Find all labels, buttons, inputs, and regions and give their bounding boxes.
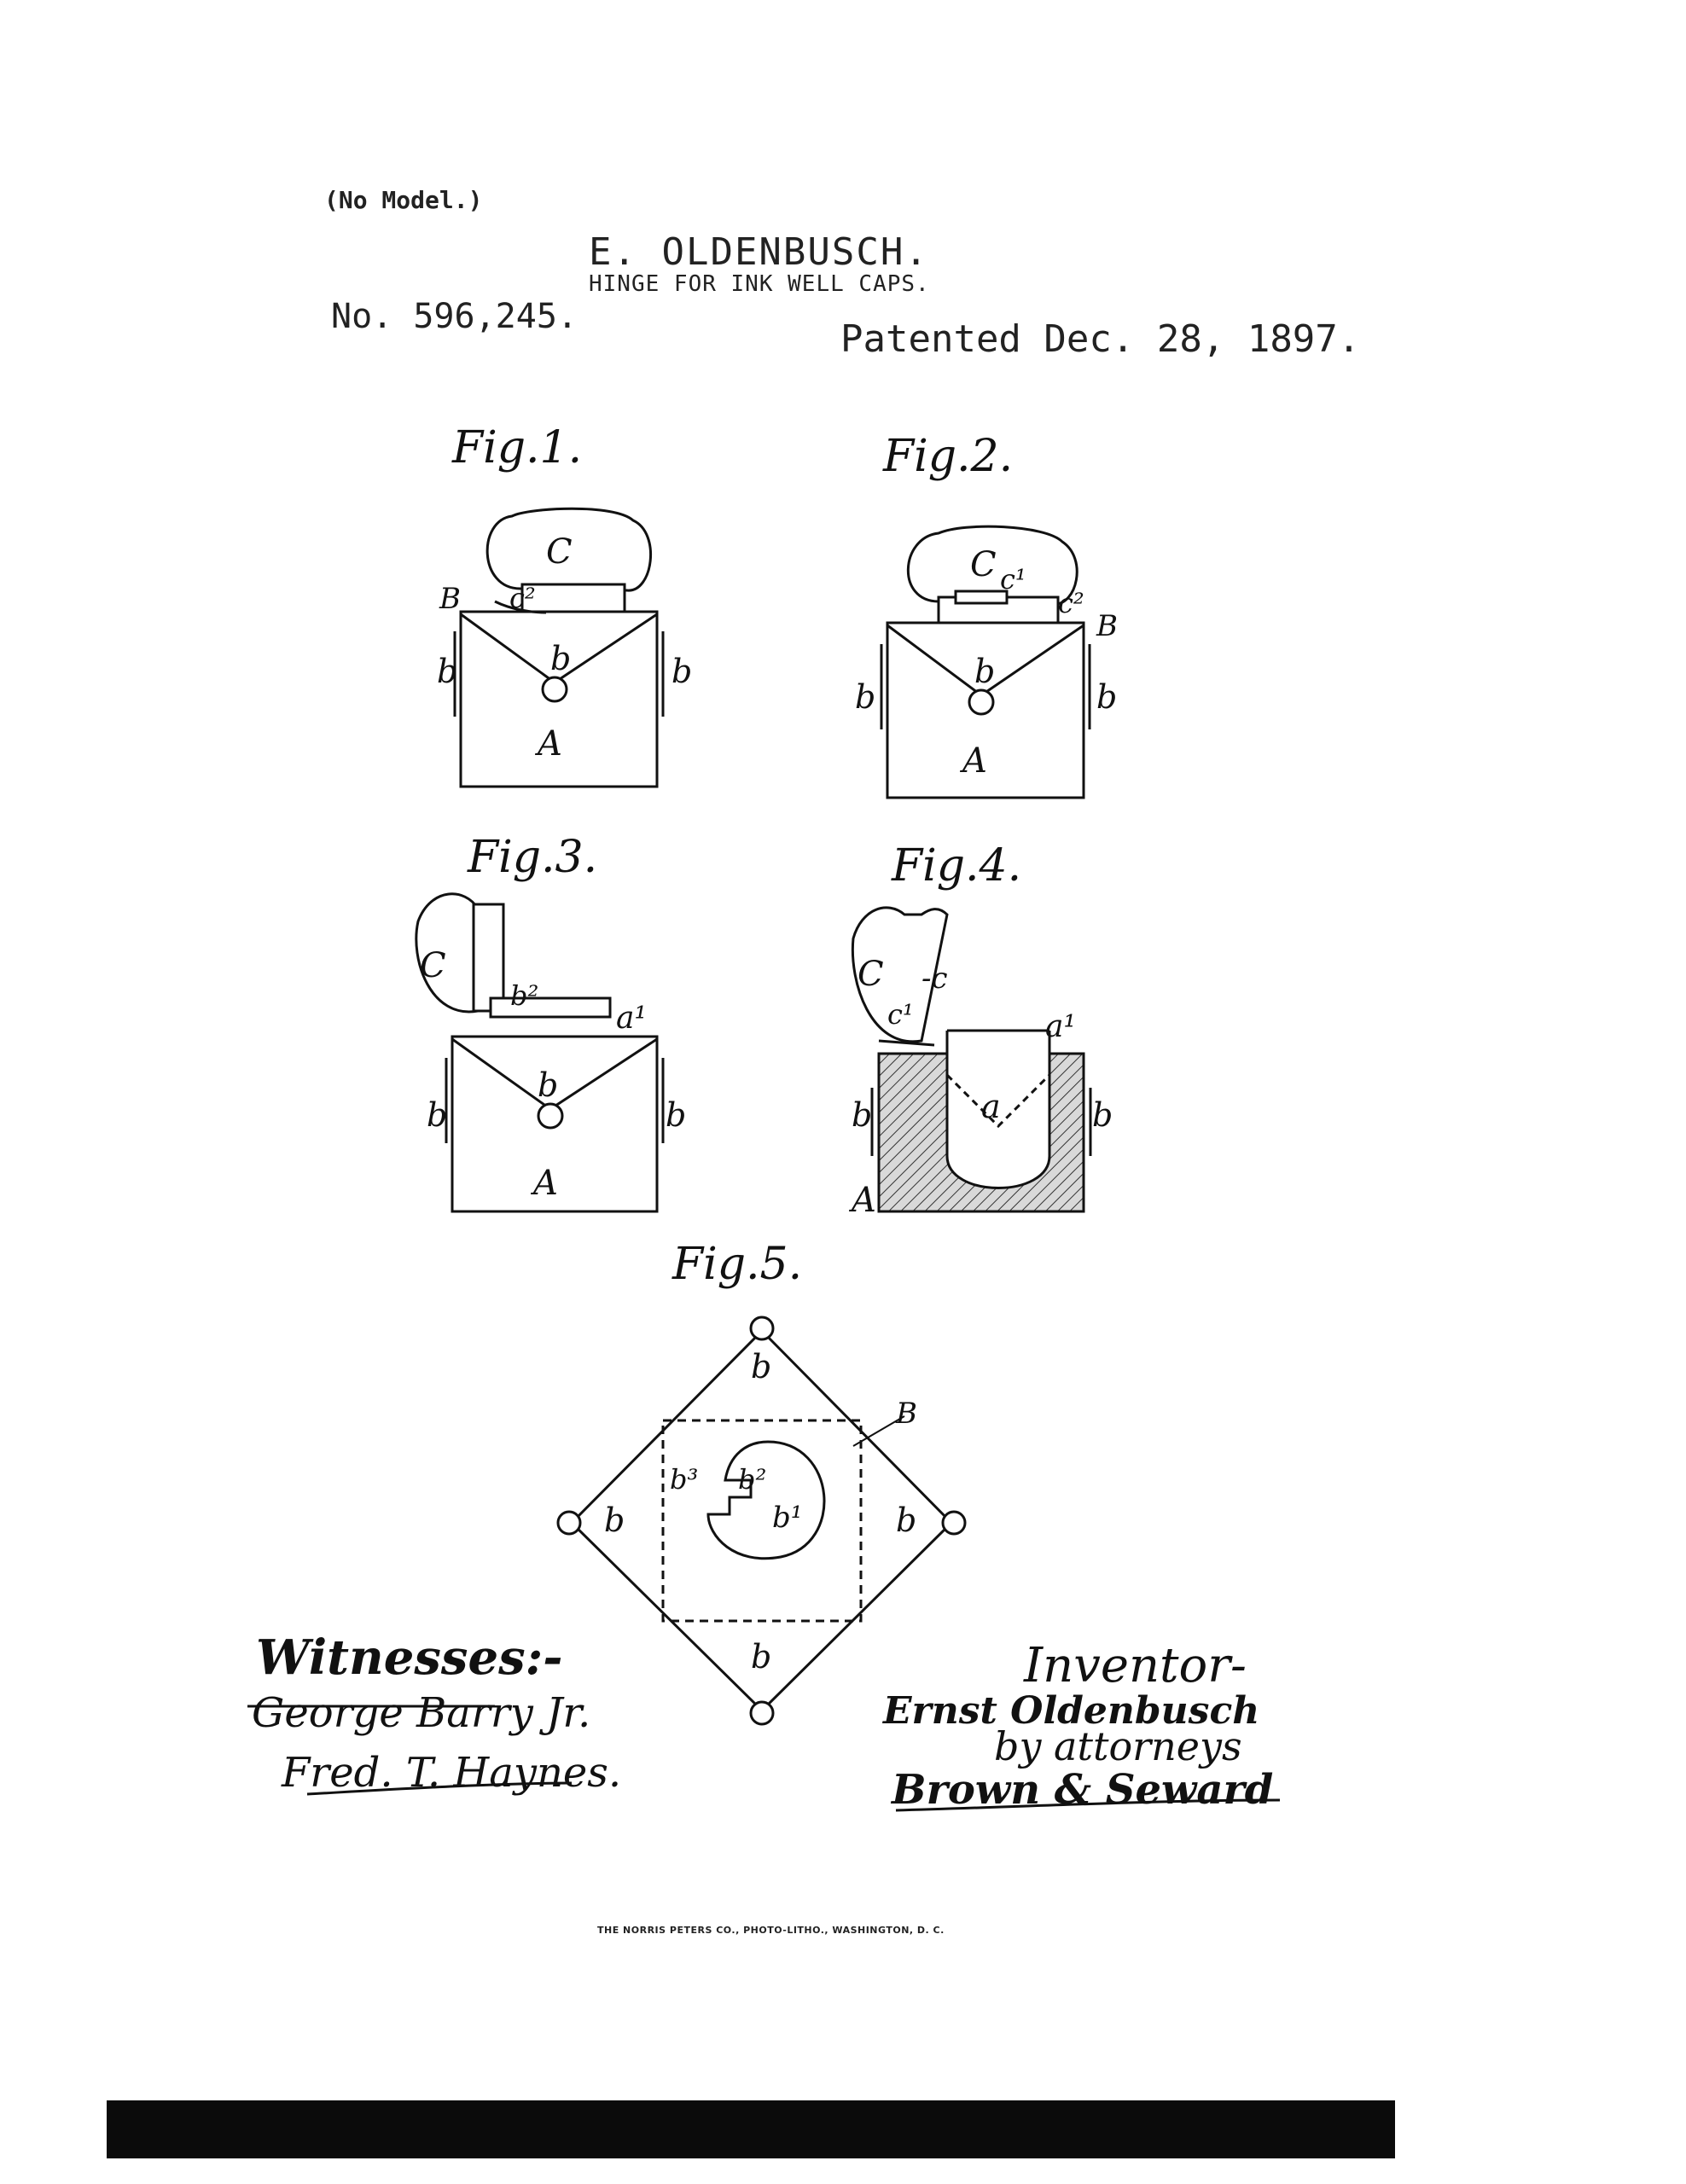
fig1-ref-b-center: b <box>550 640 572 677</box>
fig5-ref-b-bottom: b <box>751 1638 772 1676</box>
fig2-ref-c2: c² <box>1058 587 1084 619</box>
fig1-ref-C: C <box>546 532 573 572</box>
fig3-ref-C: C <box>420 946 446 985</box>
fig1-label: Fig.1. <box>452 422 583 473</box>
fig5-ref-b3: b³ <box>670 1463 699 1496</box>
fig1-ref-B: B <box>439 582 461 616</box>
fig1-ref-b-right: b <box>671 653 693 690</box>
fig5-drawing <box>558 1317 965 1724</box>
fig4-ref-c1: c¹ <box>887 998 914 1031</box>
fig4-ref-b-right: b <box>1092 1096 1113 1134</box>
fig4-label: Fig.4. <box>892 840 1022 892</box>
witness-2-signature: Fred. T. Haynes. <box>282 1749 622 1797</box>
fig3-ref-a1: a¹ <box>616 1001 647 1036</box>
fig3-ref-b-center: b <box>538 1066 559 1104</box>
fig5-ref-b-top: b <box>751 1348 772 1385</box>
fig2-ref-B: B <box>1096 609 1118 643</box>
fig4-ref-A: A <box>852 1181 876 1220</box>
inventor-name: E. OLDENBUSCH. <box>589 230 929 274</box>
fig5-ref-b1: b¹ <box>772 1501 803 1535</box>
fig2-ref-b-right: b <box>1096 678 1118 716</box>
fig4-ref-C: C <box>858 955 884 994</box>
fig3-ref-b-right: b <box>666 1096 687 1134</box>
fig5-ref-b-left: b <box>604 1502 625 1539</box>
fig4-ref-a1: a¹ <box>1045 1009 1076 1044</box>
fig3-ref-b2: b² <box>510 979 539 1012</box>
fig2-label: Fig.2. <box>883 431 1014 482</box>
inventor-signature: Ernst Oldenbusch <box>883 1689 1260 1733</box>
fig2-ref-C: C <box>970 545 997 584</box>
fig4-ref-a: a <box>981 1088 1001 1125</box>
witnesses-label: Witnesses:- <box>256 1629 563 1686</box>
fig3-label: Fig.3. <box>468 832 598 883</box>
by-attorneys-text: by attorneys <box>994 1723 1242 1769</box>
fig3-ref-A: A <box>533 1164 558 1203</box>
patent-title: HINGE FOR INK WELL CAPS. <box>589 271 930 297</box>
attorneys-signature: Brown & Seward <box>892 1766 1274 1814</box>
fig4-drawing <box>848 908 1113 1220</box>
fig1-drawing <box>437 508 692 787</box>
witness-1-signature: George Barry Jr. <box>252 1689 591 1737</box>
fig2-ref-A: A <box>962 741 987 781</box>
printer-credit: THE NORRIS PETERS CO., PHOTO-LITHO., WASHINGTON, D. C. <box>597 1925 945 1936</box>
patent-date: Patented Dec. 28, 1897. <box>840 317 1361 361</box>
fig2-ref-b-left: b <box>855 678 876 716</box>
fig4-ref-b-left: b <box>852 1096 873 1134</box>
fig2-ref-b-center: b <box>974 653 996 690</box>
fig1-ref-A: A <box>538 724 562 764</box>
no-model-note: (No Model.) <box>324 186 483 214</box>
fig1-ref-b-left: b <box>437 653 458 690</box>
fig5-label: Fig.5. <box>672 1239 803 1290</box>
scan-black-bar <box>107 2100 1395 2158</box>
fig3-drawing <box>416 894 686 1211</box>
fig1-ref-c2: c² <box>509 582 536 614</box>
patent-number: No. 596,245. <box>331 297 578 336</box>
fig5-ref-b-right: b <box>896 1502 917 1539</box>
fig2-ref-c1: c¹ <box>1000 563 1026 595</box>
fig3-ref-b-left: b <box>427 1096 448 1134</box>
fig2-drawing <box>855 526 1118 798</box>
fig4-ref-c: -c <box>921 961 948 996</box>
inventor-label: Inventor- <box>1024 1638 1247 1693</box>
fig5-ref-B: B <box>896 1397 917 1431</box>
fig5-ref-b2: b² <box>738 1463 767 1496</box>
